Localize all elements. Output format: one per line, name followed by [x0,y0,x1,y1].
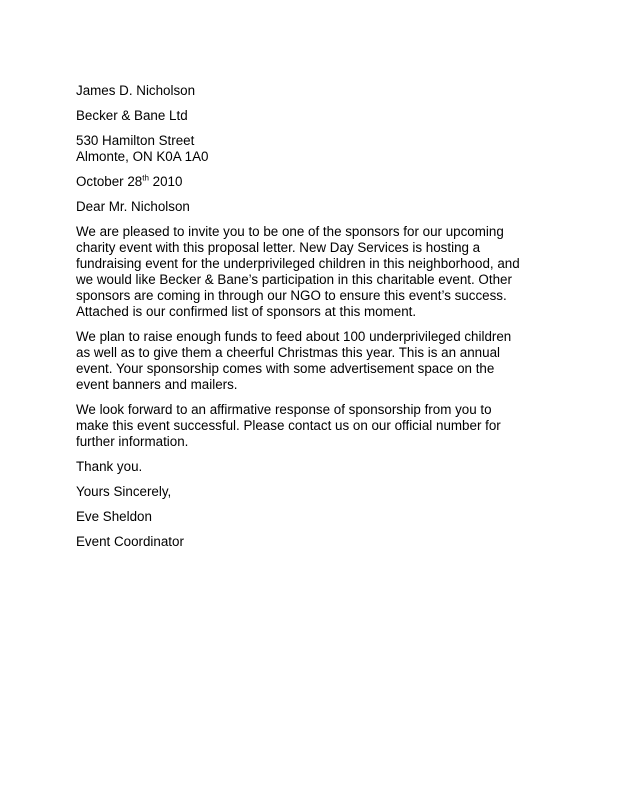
date-month-day: October 28 [76,174,143,189]
paragraph-invitation [76,224,566,320]
signer-title: Event Coordinator [76,534,184,549]
salutation: Dear Mr. Nicholson [76,199,190,214]
address-line-2: Almonte, ON K0A 1A0 [76,149,209,164]
address-line-1: 530 Hamilton Street [76,133,195,148]
paragraph-line: as well as to give them a cheerful Christmas this year. This is an annual [76,345,500,360]
paragraph-closing-request [76,402,566,450]
paragraph-line: charity event with this proposal letter. New Day Services is hosting a [76,240,481,255]
signer-name: Eve Sheldon [76,509,152,524]
paragraph-line: fundraising event for the underprivileged children in this neighborhood, and [76,256,520,271]
paragraph-line: make this event successful. Please contact us on our official number for [76,418,501,433]
paragraph-line: Attached is our confirmed list of sponsors at this moment. [76,304,417,319]
thanks-line: Thank you. [76,459,143,474]
paragraph-plan [76,329,566,393]
recipient-name: James D. Nicholson [76,83,196,98]
recipient-address [76,133,566,165]
paragraph-line: event. Your sponsorship comes with some advertisement space on the [76,361,495,376]
paragraph-line: further information. [76,434,189,449]
paragraph-line: event banners and mailers. [76,377,238,392]
closing-line: Yours Sincerely, [76,484,172,499]
recipient-company: Becker & Bane Ltd [76,108,188,123]
paragraph-line: We are pleased to invite you to be one of the sponsors for our upcoming [76,224,504,239]
paragraph-line: We look forward to an affirmative response of sponsorship from you to [76,402,492,417]
date-ordinal-suffix: th [142,173,149,183]
letter-body [76,83,566,550]
paragraph-line: sponsors are coming in through our NGO to ensure this event’s success. [76,288,507,303]
paragraph-line: we would like Becker & Bane’s participation in this charitable event. Other [76,272,512,287]
date-year: 2010 [152,174,183,189]
letter-date [76,174,566,190]
paragraph-line: We plan to raise enough funds to feed about 100 underprivileged children [76,329,512,344]
